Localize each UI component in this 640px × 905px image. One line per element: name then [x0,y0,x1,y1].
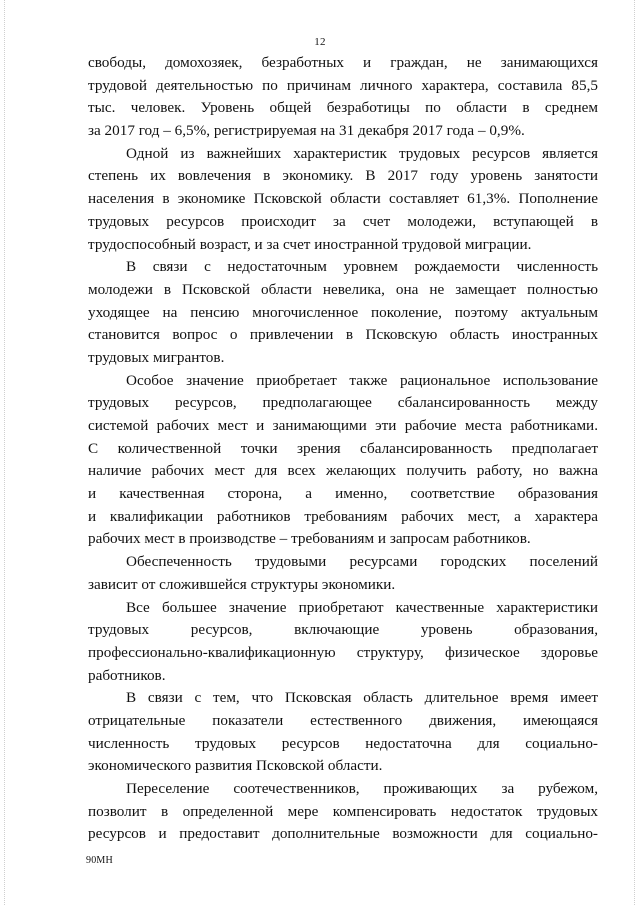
scan-margin-right [634,0,635,905]
page-number: 12 [314,36,326,48]
text-line: трудовых ресурсов, включающие уровень образования, [88,621,598,639]
text-line: численность трудовых ресурсов недостаточна для социально- [88,734,598,752]
text-line: С количественной точки зрения сбалансированность предполагает [88,439,598,457]
text-line: трудовых ресурсов, предполагающее сбалансированность между [88,394,598,412]
text-line: трудоспособный возраст, и за счет иностранной трудовой миграции. [88,235,532,253]
text-line: рабочих мест в производстве – требованиям и запросам работников. [88,530,531,548]
text-line: трудовой деятельностью по причинам личного характера, составила 85,5 [88,76,598,94]
text-line: степень их вовлечения в экономику. В 2017 году уровень занятости [88,167,598,185]
text-line: зависит от сложившейся структуры экономики. [88,575,396,593]
text-line: системой рабочих мест и занимающими эти рабочие места работниками. [88,417,598,434]
document-body [88,52,598,846]
text-line: наличие рабочих мест для всех желающих получить работу, но важна [88,462,598,480]
text-line: свободы, домохозяек, безработных и граждан, не занимающихся [88,54,598,71]
text-line: молодежи в Псковской области невелика, она не замещает полностью [88,280,598,298]
text-line: населения в экономике Псковской области составляет 61,3%. Пополнение [88,190,598,208]
text-line: и качественная сторона, а именно, соответствие образования [88,485,598,503]
text-line: Все большее значение приобретают качественные характеристики [126,598,598,616]
text-line: В связи с тем, что Псковская область длительное время имеет [126,689,598,707]
text-line: Обеспеченность трудовыми ресурсами городских поселений [126,553,598,571]
text-line: Особое значение приобретает также рациональное использование [126,371,598,389]
text-line: тыс. человек. Уровень общей безработицы по области в среднем [88,99,598,117]
text-line: Одной из важнейших характеристик трудовых ресурсов является [126,144,598,162]
text-line: ресурсов и предоставит дополнительные возможности для социально- [88,825,598,843]
text-line: позволит в определенной мере компенсировать недостаток трудовых [88,802,598,820]
text-line: за 2017 год – 6,5%, регистрируемая на 31 декабря 2017 года – 0,9%. [88,122,525,140]
text-line: Переселение соотечественников, проживающих за рубежом, [126,780,598,797]
text-line: и квалификации работников требованиям рабочих мест, а характера [88,507,598,525]
text-line: работников. [88,666,166,684]
text-line: отрицательные показатели естественного движения, имеющаяся [88,711,598,729]
text-line: уходящее на пенсию многочисленное поколение, поэтому актуальным [88,303,598,321]
text-line: трудовых мигрантов. [88,348,225,366]
footer-document-code: 90МН [86,855,113,866]
text-line: экономического развития Псковской области. [88,757,383,775]
text-line: становится вопрос о привлечении в Псковскую область иностранных [88,326,598,344]
text-line: трудовых ресурсов происходит за счет молодежи, вступающей в [88,212,598,230]
text-line: профессионально-квалификационную структуру, физическое здоровье [88,643,598,661]
text-line: В связи с недостаточным уровнем рождаемости численность [126,258,598,276]
scan-margin-left [4,0,5,905]
